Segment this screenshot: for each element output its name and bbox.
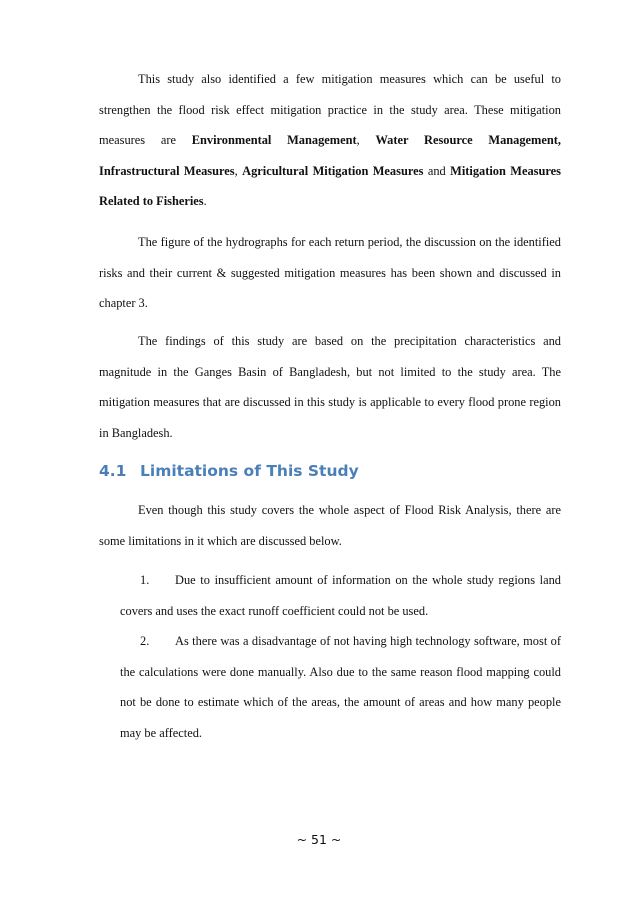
list-item [120,626,561,748]
section-title: Limitations of This Study [140,462,359,480]
separator-text: , [356,133,376,148]
section-heading [99,462,359,480]
paragraph-intro-text: This study also identified a few mitigation measures which can be useful to strengthen the flood risk effect mitigation practice in the study area. These mitigation measures are [99,72,561,148]
list-marker: 1. [140,573,150,587]
sentence-end: . [203,194,207,209]
measure-agricultural: Agricultural Mitigation Measures [242,163,424,178]
paragraph-hydrographs: The figure of the hydrographs for each return period, the discussion on the identified risks and their current & suggested mitigation measures has been shown and discussed in chapter 3. [99,235,561,311]
list-item [120,565,561,626]
section-number: 4.1 [99,462,127,480]
measure-environmental: Environmental Management [191,133,357,148]
list-marker: 2. [140,634,150,648]
separator-text: and [423,163,451,178]
paragraph-mitigation-measures [99,64,561,217]
list-item-text: Due to insufficient amount of information on the whole study regions land covers and uses the exact runoff coefficient could not be used. [120,573,561,618]
page-number: ~ 51 ~ [296,832,342,847]
measure-fisheries: Mitigation Measures Related to Fisheries [99,163,561,209]
separator-text: , [234,163,243,178]
paragraph-section-intro: Even though this study covers the whole aspect of Flood Risk Analysis, there are some limitations in it which are discussed below. [99,503,561,548]
paragraph-findings: The findings of this study are based on the precipitation characteristics and magnitude in the Ganges Basin of Bangladesh, but not limited to the study area. The mitigation measures that are discussed in this study is applicable to every flood prone region in Bangladesh. [99,334,561,440]
measure-water-infrastructure: Water Resource Management, Infrastructural Measures [99,133,561,178]
list-item-text: As there was a disadvantage of not having high technology software, most of the calculations were done manually. Also due to the same reason flood mapping could not be done to estimate which of the areas, the amount of areas and how many people may be affected. [120,634,561,740]
